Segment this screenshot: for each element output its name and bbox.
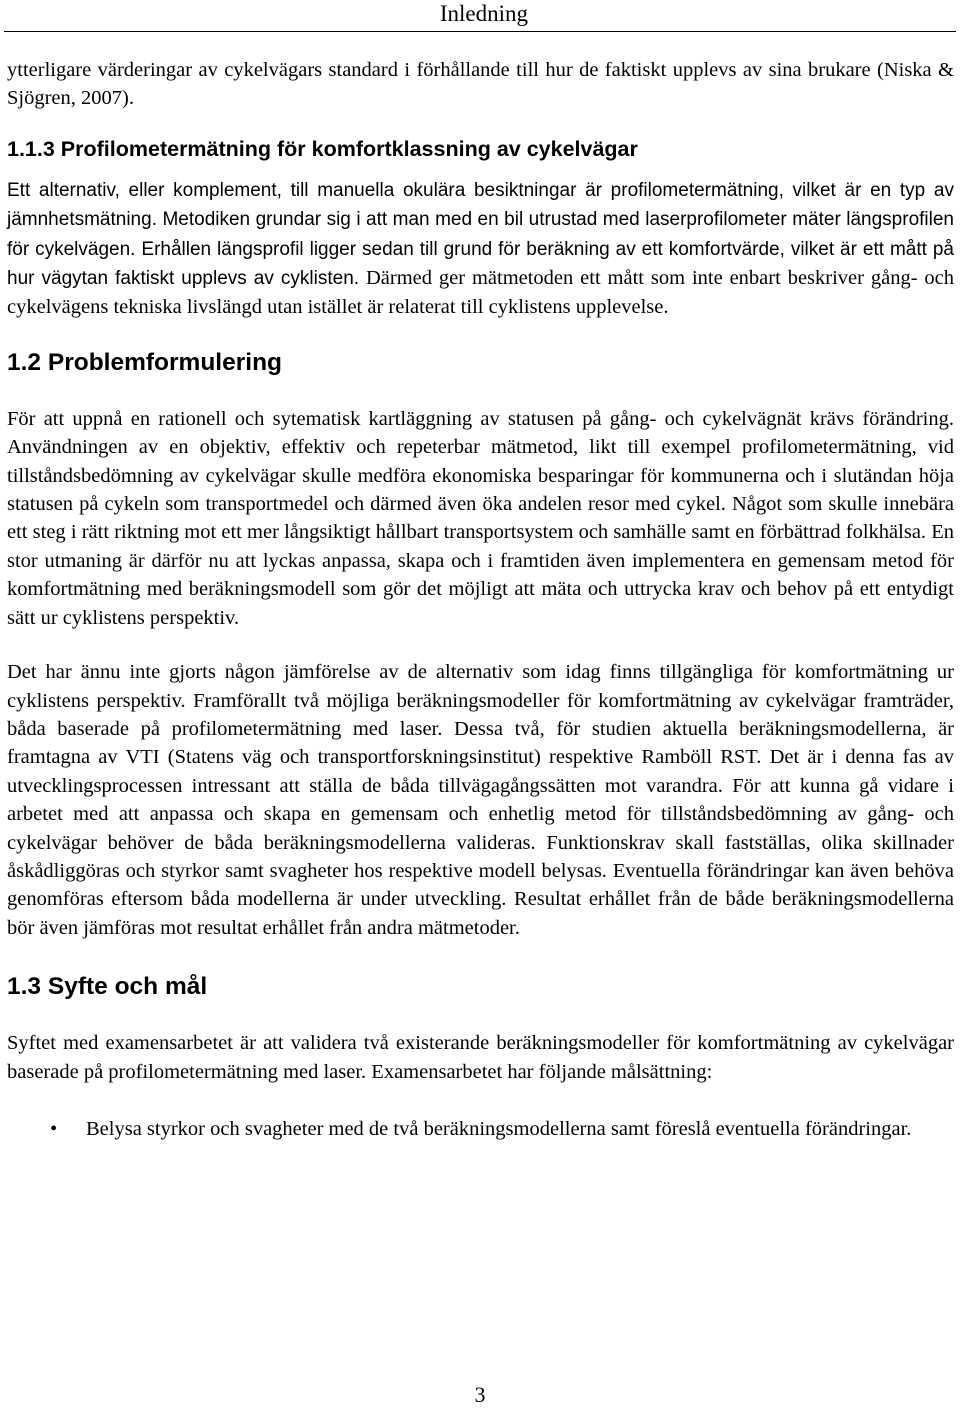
list-item [7, 1113, 954, 1145]
intro-paragraph: ytterligare värderingar av cykelvägars standard i förhållande till hur de faktiskt upplevs av sina brukare (Niska & Sjögren, 2007). [7, 59, 954, 110]
section-heading-1-3: 1.3 Syfte och mål [7, 973, 208, 1001]
section-1-2-paragraph-2: Det har ännu inte gjorts någon jämförelse av de alternativ som idag finns tillgängliga för komfortmätning ur cyklistens perspektiv. Framförallt två möjliga beräkningsmodeller för komfortmätning av cykelvägar framträder, båda baserade på profilometermätning med laser. Dessa två, för studien aktuella beräkningsmodellerna, är framtagna av VTI (Statens väg och transportforskningsinstitut) respektive Ramböll RST. Det är i denna fas av utvecklingsprocessen intressant att ställa de båda tillvägagångssätten mot varandra. För att kunna gå vidare i arbetet med att anpassa och skapa en gemensam och enhetlig metod för tillståndsbedömning av gång- och cykelvägar behöver de båda beräkningsmodellerna valideras. Funktionskrav skall fastställas, olika skillnader åskådliggöras och styrkor samt svagheter hos respektive modell belysas. Eventuella förändringar kan även behöva genomföras eftersom båda modellerna är under utveckling. Resultat erhållet från de både beräkningsmodellerna bör även jämföras mot resultat erhållet från andra mätmetoder. [7, 661, 954, 939]
goals-list [7, 1113, 954, 1145]
section-1-1-3-paragraph [7, 176, 954, 322]
section-1-3-paragraph: Syftet med examensarbetet är att validera två existerande beräkningsmodeller för komfortmätning av cykelvägar baserade på profilometermätning med laser. Examensarbetet har följande målsättning: [7, 1032, 954, 1083]
section-1-1-3-text-sans: Ett alternativ, eller komplement, till manuella okulära besiktningar är profilometermätning, vilket är en typ av jämnhetsmätning. Metodiken grundar sig i att man med en bil utrustad med laserprofilometer mäter längsprofilen för cykelvägen. Erhållen längsprofil ligger sedan till grund för beräkning av ett komfortvärde, vilket är ett mått på hur vägytan faktiskt upplevs av cyklisten. [7, 179, 954, 290]
section-1-2-paragraph-1: För att uppnå en rationell och sytematisk kartläggning av statusen på gång- och cykelvägnät krävs förändring. Användningen av en objektiv, effektiv och repeterbar mätmetod, likt till exempel profilometermätning, vid tillståndsbedömning av cykelvägar skulle medföra ekonomiska besparingar för kommunerna och i slutändan höja statusen på cykeln som transportmedel och därmed även öka andelen resor med cykel. Något som skulle innebära ett steg i rätt riktning mot ett mer långsiktigt hållbart transportsystem och samhälle samt en förbättrad folkhälsa. En stor utmaning är därför nu att lyckas anpassa, skapa och i framtiden även implementera en gemensam metod för komfortmätning med beräkningsmodell som gör det möjligt att mäta och uttrycka krav och behov på ett entydigt sätt ur cyklistens perspektiv. [7, 407, 954, 629]
section-1-1-3-text-serif: Därmed ger mätmetoden ett mått som inte enbart beskriver gång- och cykelvägens tekniska livslängd utan istället är relaterat till cyklistens upplevelse. [7, 267, 955, 319]
section-heading-1-1-3: 1.1.3 Profilometermätning för komfortklassning av cykelvägar [7, 136, 638, 161]
running-header: Inledning [439, 1, 528, 26]
page-number: 3 [474, 1382, 486, 1407]
section-heading-1-2: 1.2 Problemformulering [7, 348, 283, 376]
bullet-icon: • [50, 1117, 58, 1140]
list-item-text: Belysa styrkor och svagheter med de två beräkningsmodellerna samt föreslå eventuella förändringar. [86, 1117, 912, 1140]
header-rule [4, 31, 956, 32]
page-content [7, 56, 954, 1145]
